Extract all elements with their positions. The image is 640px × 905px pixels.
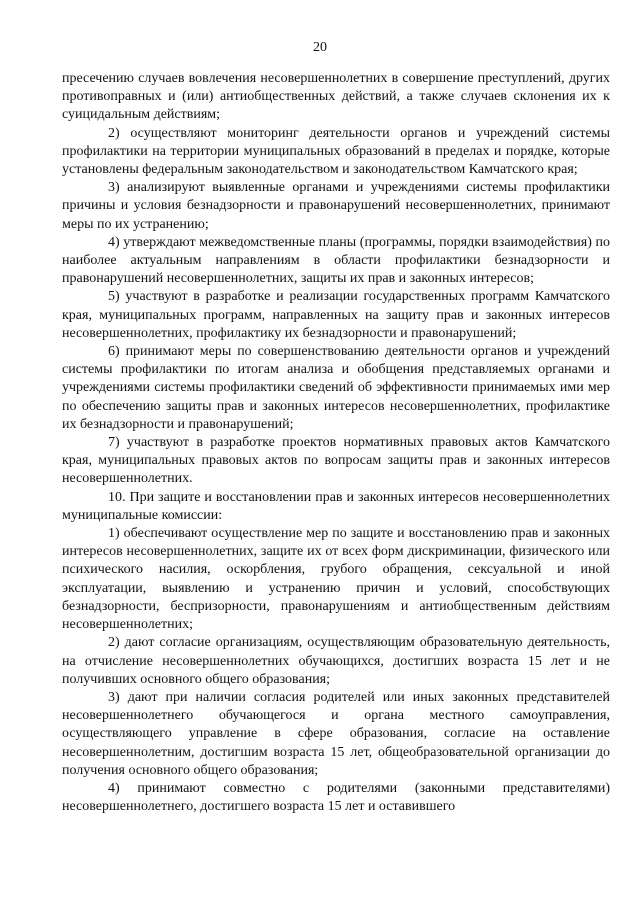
page-number: 20 [313,40,327,55]
paragraph-section-10: 10. При защите и восстановлении прав и законных интересов несовершеннолетних муниципальные комиссии: [62,489,610,523]
paragraph-item-5: 5) участвуют в разработке и реализации государственных программ Камчатского края, муниципальных программ, направленных на защиту прав и законных интересов несовершеннолетних, профилактику их безнадзорности и правонарушений; [62,289,610,341]
paragraph-section-10-item-1: 1) обеспечивают осуществление мер по защите и восстановлению прав и законных интересов несовершеннолетних, защите их от всех форм дискриминации, физического или психического насилия, оскорбления, грубого обращения, сексуальной и иной эксплуатации, выявлению и устранению причин и условий, способствующих безнадзорности, беспризорности, правонарушениям и антиобщественным действиям несовершеннолетних; [62,526,610,633]
paragraph-item-4: 4) утверждают межведомственные планы (программы, порядки взаимодействия) по наиболее актуальным направлениям в области профилактики безнадзорности и правонарушений несовершеннолетних, защиты их прав и законных интересов; [62,234,610,287]
paragraph-section-10-item-4: 4) принимают совместно с родителями (законными представителями) несовершеннолетнего, достигшего возраста 15 лет и оставившего [62,780,610,815]
paragraph-item-7: 7) участвуют в разработке проектов нормативных правовых актов Камчатского края, муниципальных правовых актов по вопросам защиты прав и законных интересов несовершеннолетних. [62,435,610,487]
paragraph-item-6: 6) принимают меры по совершенствованию деятельности органов и учреждений системы профилактики по итогам анализа и обобщения представляемых органами и учреждениями системы профилактики сведений об эффективности принимаемых ими мер по обеспечению защиты прав и законных интересов несовершеннолетних, профилактике их безнадзорности и правонарушений; [62,344,610,432]
paragraph-item-3: 3) анализируют выявленные органами и учреждениями системы профилактики причины и условия безнадзорности и правонарушений несовершеннолетних, принимают меры по их устранению; [62,180,610,232]
paragraph-continuation: пресечению случаев вовлечения несовершеннолетних в совершение преступлений, других противоправных и (или) антиобщественных действий, а также случаев склонения их к суицидальным действиям; [62,71,610,123]
document-body [62,70,610,816]
paragraph-section-10-item-3: 3) дают при наличии согласия родителей или иных законных представителей несовершеннолетнего обучающегося и органа местного самоуправления, осуществляющего управление в сфере образования, согласие на оставление несовершеннолетним, достигшим возраста 15 лет, общеобразовательной организации до получения основного общего образования; [62,689,610,778]
paragraph-section-10-item-2: 2) дают согласие организациям, осуществляющим образовательную деятельность, на отчисление несовершеннолетних обучающихся, достигших возраста 15 лет и не получивших основного общего образования; [62,635,610,687]
paragraph-item-2: 2) осуществляют мониторинг деятельности органов и учреждений системы профилактики на территории муниципальных образований в пределах и порядке, которые установлены федеральным законодательством и законодательством Камчатского края; [62,125,610,178]
